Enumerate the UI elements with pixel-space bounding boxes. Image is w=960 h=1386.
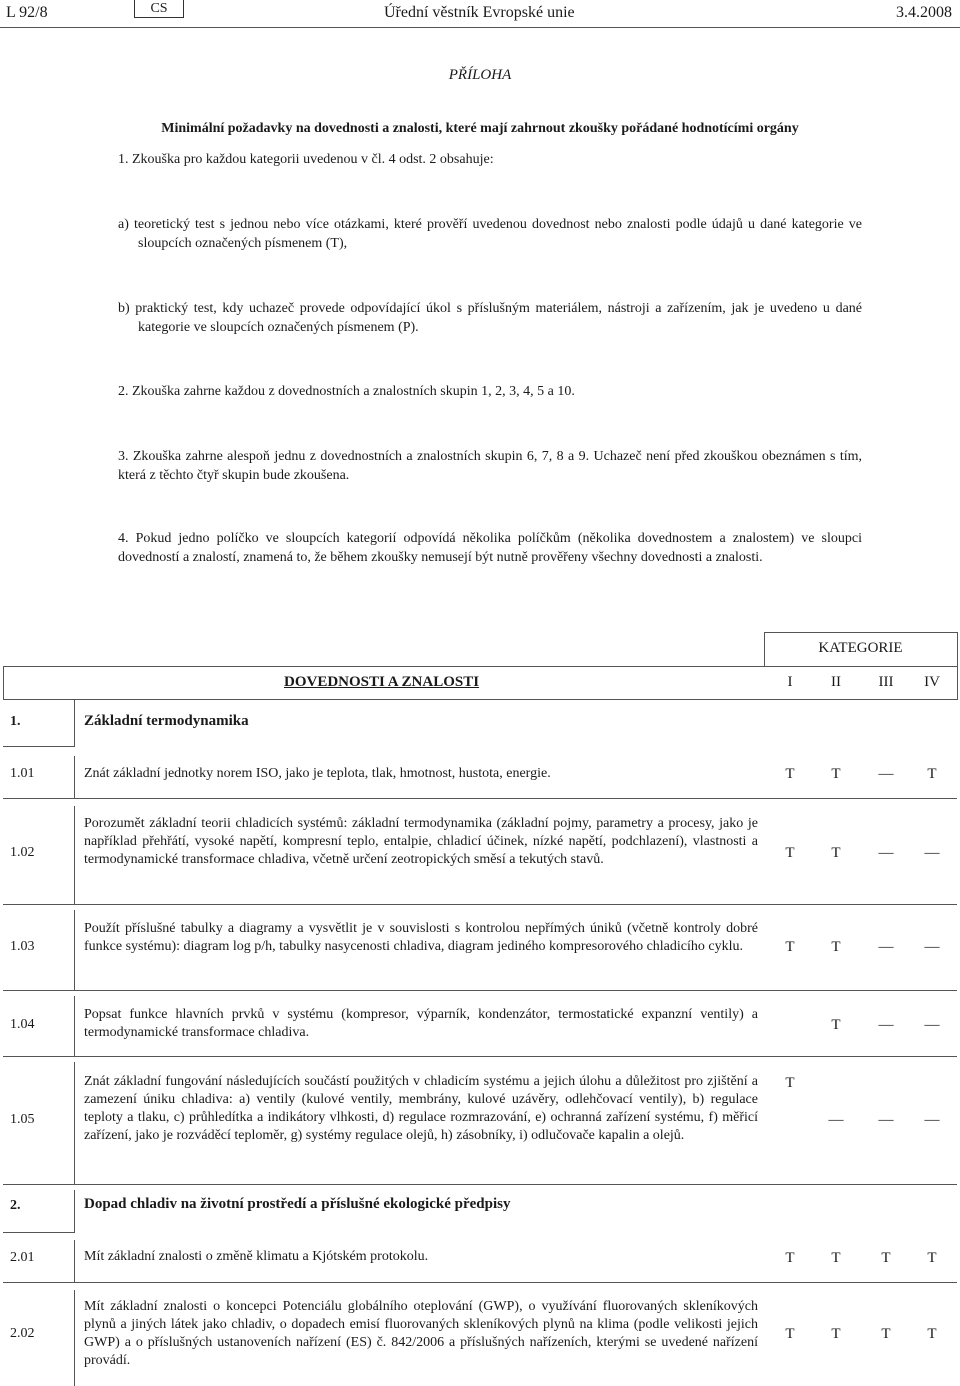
publication-date: 3.4.2008 — [896, 4, 952, 21]
paragraph-1: 1. Zkouška pro každou kategorii uvedenou v čl. 4 odst. 2 obsahuje: — [118, 152, 494, 167]
category-cell: — — [878, 939, 894, 955]
kategorie-label: KATEGORIE — [818, 640, 903, 656]
row-description: Znát základní jednotky norem ISO, jako je teplota, tlak, hmotnost, hustota, energie. — [84, 766, 551, 781]
category-cell: T — [831, 939, 841, 955]
row-description: Mít základní znalosti o koncepci Potenciálu globálního oteplování (GWP), o využívání fluorovaných skleníkových plynů a jiných látek jako chladiv, o dopadech emisí fluorovaných skleníkových plynů na klima (podle velikosti jejich GWP) a o příslušných ustanoveních nařízení (ES) č. 842/2006 a příslušných nařízeních, kterými se uvedené nařízení provádí. — [84, 1299, 758, 1368]
section-2-number: 2. — [10, 1198, 21, 1213]
page-reference: L 92/8 — [6, 4, 48, 21]
header-rule — [0, 27, 960, 28]
category-cell: T — [785, 845, 795, 861]
row-number: 1.01 — [10, 766, 35, 781]
row-number: 1.05 — [10, 1112, 35, 1127]
section-1-number: 1. — [10, 714, 21, 729]
category-cell: T — [785, 766, 795, 782]
category-header-iii: III — [878, 674, 894, 690]
category-cell: T — [831, 766, 841, 782]
category-cell-merged: T — [831, 1017, 841, 1033]
category-header-iv: IV — [924, 674, 940, 690]
journal-title: Úřední věstník Evropské unie — [384, 4, 575, 21]
row-number: 2.02 — [10, 1326, 35, 1341]
category-cell: — — [878, 1112, 894, 1128]
section-1-title: Základní termodynamika — [84, 713, 249, 729]
category-cell: T — [785, 939, 795, 955]
annex-subtitle: Minimální požadavky na dovednosti a znalosti, které mají zahrnout zkoušky pořádané hodnotícími orgány — [161, 121, 799, 136]
row-description: Porozumět základní teorii chladicích systémů: základní termodynamika (základní pojmy, parametry a procesy, jako je například přehřátí, vysoké napětí, kompresní teplo, entalpie, chladicí účinek, nízké napětí, podchlazení), vlastnosti a termodynamické transformace chladiva, včetně určení zeotropických směsí a tekutých stavů. — [84, 816, 758, 867]
category-cell: T — [881, 1250, 891, 1266]
category-cell: T — [785, 1250, 795, 1266]
category-header-i: I — [787, 674, 793, 690]
row-description: Mít základní znalosti o změně klimatu a Kjótském protokolu. — [84, 1249, 429, 1264]
category-cell: T — [831, 845, 841, 861]
category-cell: — — [878, 1017, 894, 1033]
category-cell: — — [924, 939, 940, 955]
category-cell: T — [927, 766, 937, 782]
row-number: 1.02 — [10, 845, 35, 860]
row-number: 1.03 — [10, 939, 35, 954]
category-cell: — — [924, 1017, 940, 1033]
category-cell: — — [878, 845, 894, 861]
category-cell: T — [927, 1326, 937, 1342]
row-number: 1.04 — [10, 1017, 35, 1032]
category-cell: T — [785, 1326, 795, 1342]
paragraph-1a: a) teoretický test s jednou nebo více otázkami, které prověří uvedenou dovednost nebo znalosti podle údajů u dané kategorie ve sloupcích označených písmenem (T), — [118, 217, 862, 251]
row-description: Znát základní fungování následujících součástí použitých v chladicím systému a jejich úlohu a důležitost pro zjištění a zamezení úniku chladiva: a) ventily (kulové ventily, membrány, kulové uzávěry, odlehčovací ventily), b) regulace teploty a tlaku, c) průhledítka a indikátory vlhkosti, d) regulace rozmrazování, e) ochranná zařízení systému, f) měřicí zařízení, jako je rozváděcí teploměr, g) systémy regulace olejů, h) zásobníky, i) odlučovače kapalin a olejů. — [84, 1074, 758, 1143]
row-number: 2.01 — [10, 1250, 35, 1265]
category-cell: T — [831, 1326, 841, 1342]
paragraph-3: 3. Zkouška zahrne alespoň jednu z dovednostních a znalostních skupin 6, 7, 8 a 9. Uchazeč není před zkouškou obeznámen s tím, která z těchto čtyř skupin bude zkoušena. — [118, 449, 862, 483]
paragraph-4: 4. Pokud jedno políčko ve sloupcích kategorií odpovídá několika políčkům (několika dovednostem a znalostem) ve sloupci dovedností a znalostí, znamená to, že během zkoušky nemusejí být nutně prověřeny všechny dovednosti a znalosti. — [118, 531, 862, 565]
column-header-skills: DOVEDNOSTI A ZNALOSTI — [284, 674, 480, 690]
category-header-ii: II — [831, 674, 841, 690]
category-cell: — — [924, 845, 940, 861]
category-cell: — — [828, 1112, 844, 1128]
category-cell: T — [927, 1250, 937, 1266]
category-cell: T — [785, 1075, 795, 1091]
category-cell: T — [831, 1250, 841, 1266]
paragraph-2: 2. Zkouška zahrne každou z dovednostních a znalostních skupin 1, 2, 3, 4, 5 a 10. — [118, 384, 575, 399]
language-badge: CS — [134, 0, 184, 18]
row-description: Popsat funkce hlavních prvků v systému (kompresor, výparník, kondenzátor, termostatické expanzní ventily) a termodynamické transformace chladiva. — [84, 1007, 758, 1040]
category-cell: T — [881, 1326, 891, 1342]
paragraph-1b: b) praktický test, kdy uchazeč provede odpovídající úkol s příslušným materiálem, nástroji a zařízením, jak je uvedeno u dané kategorie ve sloupcích označených písmenem (P). — [118, 301, 862, 335]
section-2-title: Dopad chladiv na životní prostředí a příslušné ekologické předpisy — [84, 1196, 511, 1212]
row-description: Použít příslušné tabulky a diagramy a vysvětlit je v souvislosti s kontrolou nepřímých úniků (včetně kontroly dobré funkce systému): diagram log p/h, tabulky nasycenosti chladiva, diagram jediného kompresorového chladicího cyklu. — [84, 921, 758, 954]
category-cell: — — [878, 766, 894, 782]
category-cell: — — [924, 1112, 940, 1128]
annex-title: PŘÍLOHA — [448, 67, 512, 83]
